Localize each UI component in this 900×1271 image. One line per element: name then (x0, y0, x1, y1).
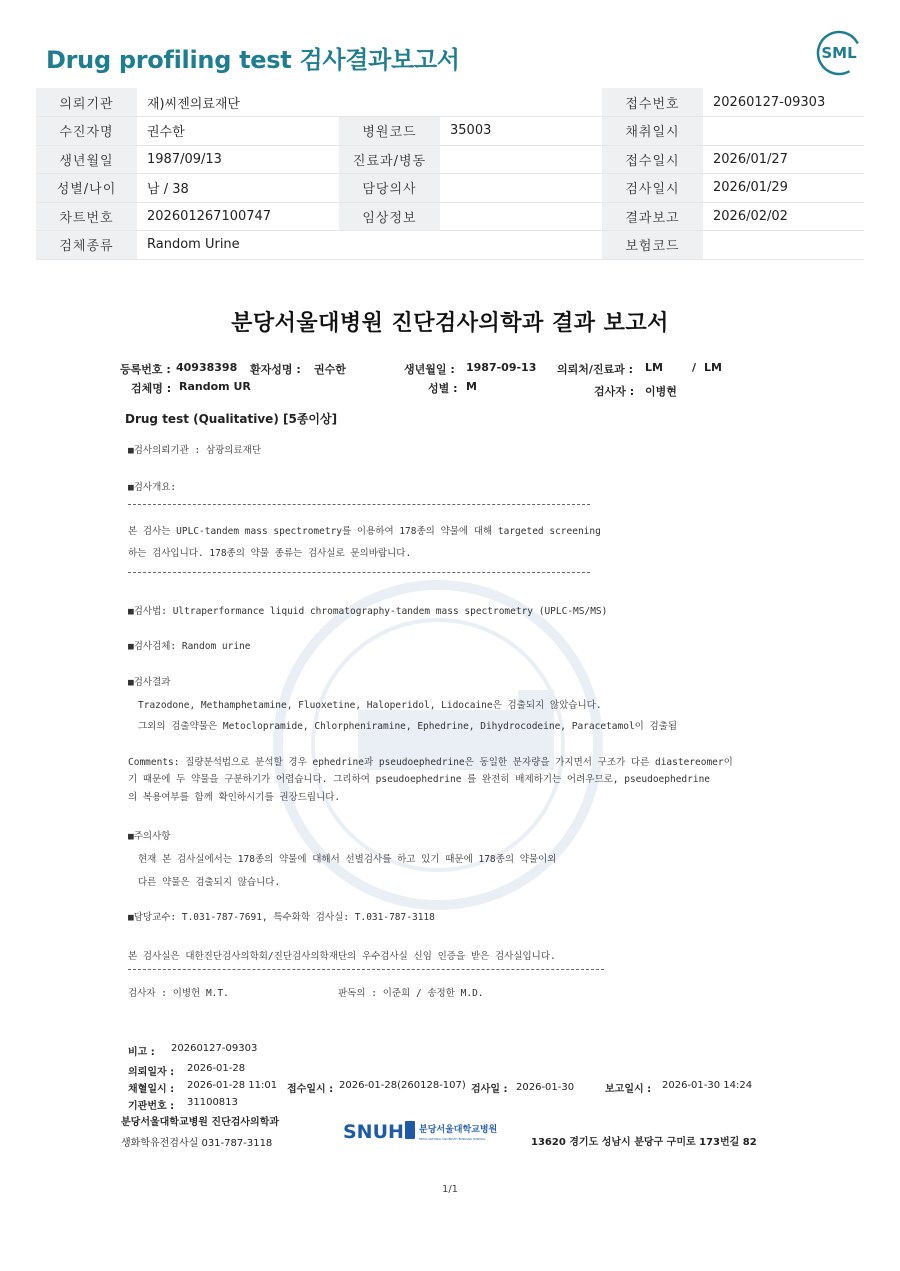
dept-label: 의뢰처/진료과 : (557, 363, 634, 376)
line-comments-1: Comments: 질량분석법으로 분석할 경우 ephedrine과 pseudoephedrine은 동일한 분자량을 가지면서 구조가 다른 diastereomer이 (128, 757, 733, 768)
reg-no-value: 40938398 (176, 361, 238, 374)
info-value (440, 231, 602, 260)
address: 13620 경기도 성남시 분당구 구미로 173번길 82 (531, 1137, 757, 1148)
info-label: 결과보고 (602, 202, 703, 231)
receipt-label: 접수일시 : (287, 1084, 334, 1095)
info-label: 차트번호 (36, 202, 137, 231)
line-results-heading: ■검사결과 (128, 677, 171, 688)
info-value (703, 231, 864, 260)
lab-phone: 생화학유전검사실 031-787-3118 (121, 1138, 273, 1149)
info-value (440, 174, 602, 203)
info-label: 의뢰기관 (36, 88, 137, 117)
info-label: 채취일시 (602, 117, 703, 146)
sex-value: M (466, 380, 477, 393)
info-row (36, 145, 864, 174)
patient-label: 환자성명 : (250, 363, 301, 376)
info-label: 검체종류 (36, 231, 137, 260)
snuh-logo (343, 1118, 513, 1144)
snuh-kor-text: 분당서울대학교병원 (419, 1125, 498, 1135)
inst-no-value: 31100813 (187, 1097, 238, 1108)
dept-value-2: LM (704, 361, 722, 374)
line-comments-2: 기 때문에 두 약물을 구분하기가 어렵습니다. 그리하여 pseudoephedrine 를 완전히 배제하기는 어려우므로, pseudoephedrine (128, 774, 711, 785)
info-label: 진료과/병동 (339, 145, 440, 174)
line-requesting-institution: ■검사의뢰기관 : 삼광의료재단 (128, 445, 262, 456)
dashed-divider (128, 504, 590, 505)
info-label: 성별/나이 (36, 174, 137, 203)
reg-no-label: 등록번호 : (120, 363, 171, 376)
line-caution-1: 현재 본 검사실에서는 178종의 약물에 대해서 선별검사를 하고 있기 때문에 178종의 약물이외 (138, 854, 557, 865)
examiner-label: 검사자 : (594, 385, 635, 398)
info-label: 담당의사 (339, 174, 440, 203)
report-time-label: 보고일시 : (605, 1084, 652, 1095)
info-label: 접수번호 (602, 88, 703, 117)
info-value: 남 / 38 (137, 174, 339, 203)
collect-label: 채혈일시 : (128, 1084, 175, 1095)
info-row (36, 174, 864, 203)
report-title: 분당서울대병원 진단검사의학과 결과 보고서 (231, 311, 669, 336)
dob-label: 생년월일 : (404, 363, 455, 376)
line-caution-2: 다른 약물은 검출되지 않습니다. (138, 877, 281, 888)
specimen-label: 검체명 : (131, 382, 172, 395)
info-value: 2026/01/27 (703, 145, 864, 174)
info-value: 20260127-09303 (703, 88, 864, 117)
dept-value-1: LM (645, 361, 663, 374)
dob-value: 1987-09-13 (466, 361, 537, 374)
line-results-2: 그외의 검출약물은 Metoclopramide, Chlorpheniramine, Ephedrine, Dihydrocodeine, Paracetamol이 검출됨 (138, 721, 678, 732)
info-label (339, 231, 440, 260)
examiner-value: 이병현 (645, 385, 677, 398)
info-value: Random Urine (137, 231, 339, 260)
line-overview-heading: ■검사개요: (128, 482, 177, 493)
info-value: 1987/09/13 (137, 145, 339, 174)
line-comments-3: 의 복용여부를 함께 확인하시기를 권장드립니다. (128, 792, 341, 803)
line-caution-heading: ■주의사항 (128, 831, 171, 842)
info-label: 병원코드 (339, 117, 440, 146)
exam-label: 검사일 : (471, 1084, 508, 1095)
info-value: 35003 (440, 117, 602, 146)
info-label: 접수일시 (602, 145, 703, 174)
req-date-label: 의뢰일자 : (128, 1067, 175, 1078)
line-specimen: ■검사검체: Random urine (128, 641, 251, 652)
page-number: 1/1 (441, 1184, 459, 1195)
info-value (440, 202, 602, 231)
dept-separator: / (692, 361, 697, 374)
info-label: 검사일시 (602, 174, 703, 203)
info-value (440, 145, 602, 174)
dashed-divider (128, 572, 590, 573)
info-row (36, 202, 864, 231)
req-date-value: 2026-01-28 (187, 1063, 246, 1074)
note-value: 20260127-09303 (171, 1043, 258, 1054)
info-row (36, 231, 864, 260)
note-label: 비고 : (128, 1047, 155, 1058)
info-value (440, 88, 602, 117)
snuh-logo-text: SNUH (343, 1121, 404, 1143)
patient-info-table (36, 88, 864, 260)
collect-value: 2026-01-28 11:01 (187, 1080, 278, 1091)
line-reader: 판독의 : 이준희 / 송정한 M.D. (338, 988, 484, 999)
patient-value: 권수한 (314, 363, 346, 376)
receipt-value: 2026-01-28(260128-107) (339, 1080, 466, 1091)
page-title: Drug profiling test 검사결과보고서 (46, 46, 460, 74)
dept-name: 분당서울대학교병원 진단검사의학과 (121, 1117, 280, 1128)
line-examiner: 검사자 : 이병헌 M.T. (128, 988, 229, 999)
line-overview-2: 하는 검사입니다. 178종의 약물 종류는 검사실로 문의바랍니다. (128, 548, 412, 559)
info-label: 생년월일 (36, 145, 137, 174)
sex-label: 성별 : (428, 382, 458, 395)
info-value (703, 117, 864, 146)
sml-logo-text: SML (821, 44, 857, 62)
info-label (339, 88, 440, 117)
info-row (36, 88, 864, 117)
line-results-1: Trazodone, Methamphetamine, Fluoxetine, Haloperidol, Lidocaine은 검출되지 않았습니다. (138, 700, 602, 711)
info-value: 2026/02/02 (703, 202, 864, 231)
specimen-value: Random UR (179, 380, 251, 393)
line-method: ■검사법: Ultraperformance liquid chromatography-tandem mass spectrometry (UPLC-MS/MS) (128, 606, 608, 617)
inst-no-label: 기관번호 : (128, 1101, 175, 1112)
report-time-value: 2026-01-30 14:24 (662, 1080, 753, 1091)
info-value: 재)씨젠의료재단 (137, 88, 339, 117)
info-label: 수진자명 (36, 117, 137, 146)
info-value: 권수한 (137, 117, 339, 146)
sml-logo (816, 30, 862, 76)
line-certification: 본 검사실은 대한진단검사의학회/진단검사의학재단의 우수검사실 신임 인증을 받은 검사실입니다. (128, 951, 556, 962)
test-name: Drug test (Qualitative) [5종이상] (125, 412, 338, 426)
snuh-eng-text: SEOUL NATIONAL UNIVERSITY BUNDANG HOSPITAL (419, 1138, 486, 1141)
dashed-divider (128, 969, 604, 970)
info-value: 2026/01/29 (703, 174, 864, 203)
info-label: 보험코드 (602, 231, 703, 260)
exam-value: 2026-01-30 (516, 1082, 575, 1093)
info-value: 202601267100747 (137, 202, 339, 231)
info-label: 임상정보 (339, 202, 440, 231)
info-row (36, 117, 864, 146)
line-overview-1: 본 검사는 UPLC-tandem mass spectrometry를 이용하여 178종의 약물에 대해 targeted screening (128, 526, 601, 537)
line-contact: ■담당교수: T.031-787-7691, 특수화학 검사실: T.031-787-3118 (128, 912, 435, 923)
